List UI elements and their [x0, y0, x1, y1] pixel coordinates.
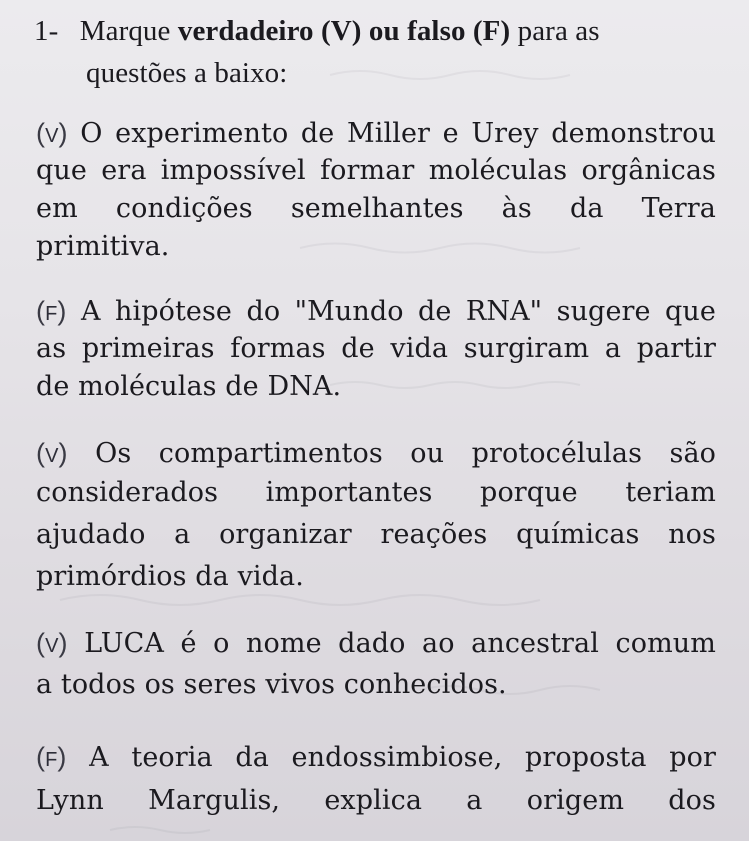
- item-1-line-1: (V) O experimento de Miller e Urey demonstrou: [36, 116, 716, 153]
- item-1-line-3: em condições semelhantes às da Terra: [36, 193, 716, 224]
- item-5-line-2: Lynn Margulis, explica a origem dos: [36, 785, 716, 816]
- question-number: 1-: [34, 15, 59, 47]
- item-2-line-1: (F) A hipótese do "Mundo de RNA" sugere que: [36, 294, 716, 331]
- question-title-line-1: [34, 14, 714, 48]
- item-1-line-4: primitiva.: [36, 231, 170, 262]
- item-3-line-3: ajudado a organizar reações químicas nos: [36, 519, 716, 550]
- item-5-answer: (F): [36, 742, 67, 772]
- item-3-answer: (V): [36, 438, 68, 468]
- item-2-answer: (F): [36, 296, 67, 326]
- item-4-line-1: (V) LUCA é o nome dado ao ancestral comum: [36, 626, 716, 663]
- question-title-post: para as: [510, 15, 600, 47]
- item-1-answer: (V): [36, 118, 68, 148]
- item-4-line-2: a todos os seres vivos conhecidos.: [36, 669, 507, 700]
- question-title-bold: verdadeiro (V) ou falso (F): [177, 15, 511, 47]
- item-2-line-3: de moléculas de DNA.: [36, 371, 342, 402]
- item-3-line-1: (V) Os compartimentos ou protocélulas são: [36, 436, 716, 473]
- question-title-line-2: questões a baixo:: [86, 57, 288, 89]
- item-3-line-4: primórdios da vida.: [36, 561, 304, 592]
- item-5-line-1: (F) A teoria da endossimbiose, proposta por: [36, 740, 716, 777]
- item-2-line-2: as primeiras formas de vida surgiram a partir: [36, 333, 716, 364]
- item-1-line-2: que era impossível formar moléculas orgânicas: [36, 155, 716, 186]
- question-title-pre: Marque: [79, 15, 178, 47]
- item-3-line-2: considerados importantes porque teriam: [36, 477, 716, 508]
- item-4-answer: (V): [36, 628, 68, 658]
